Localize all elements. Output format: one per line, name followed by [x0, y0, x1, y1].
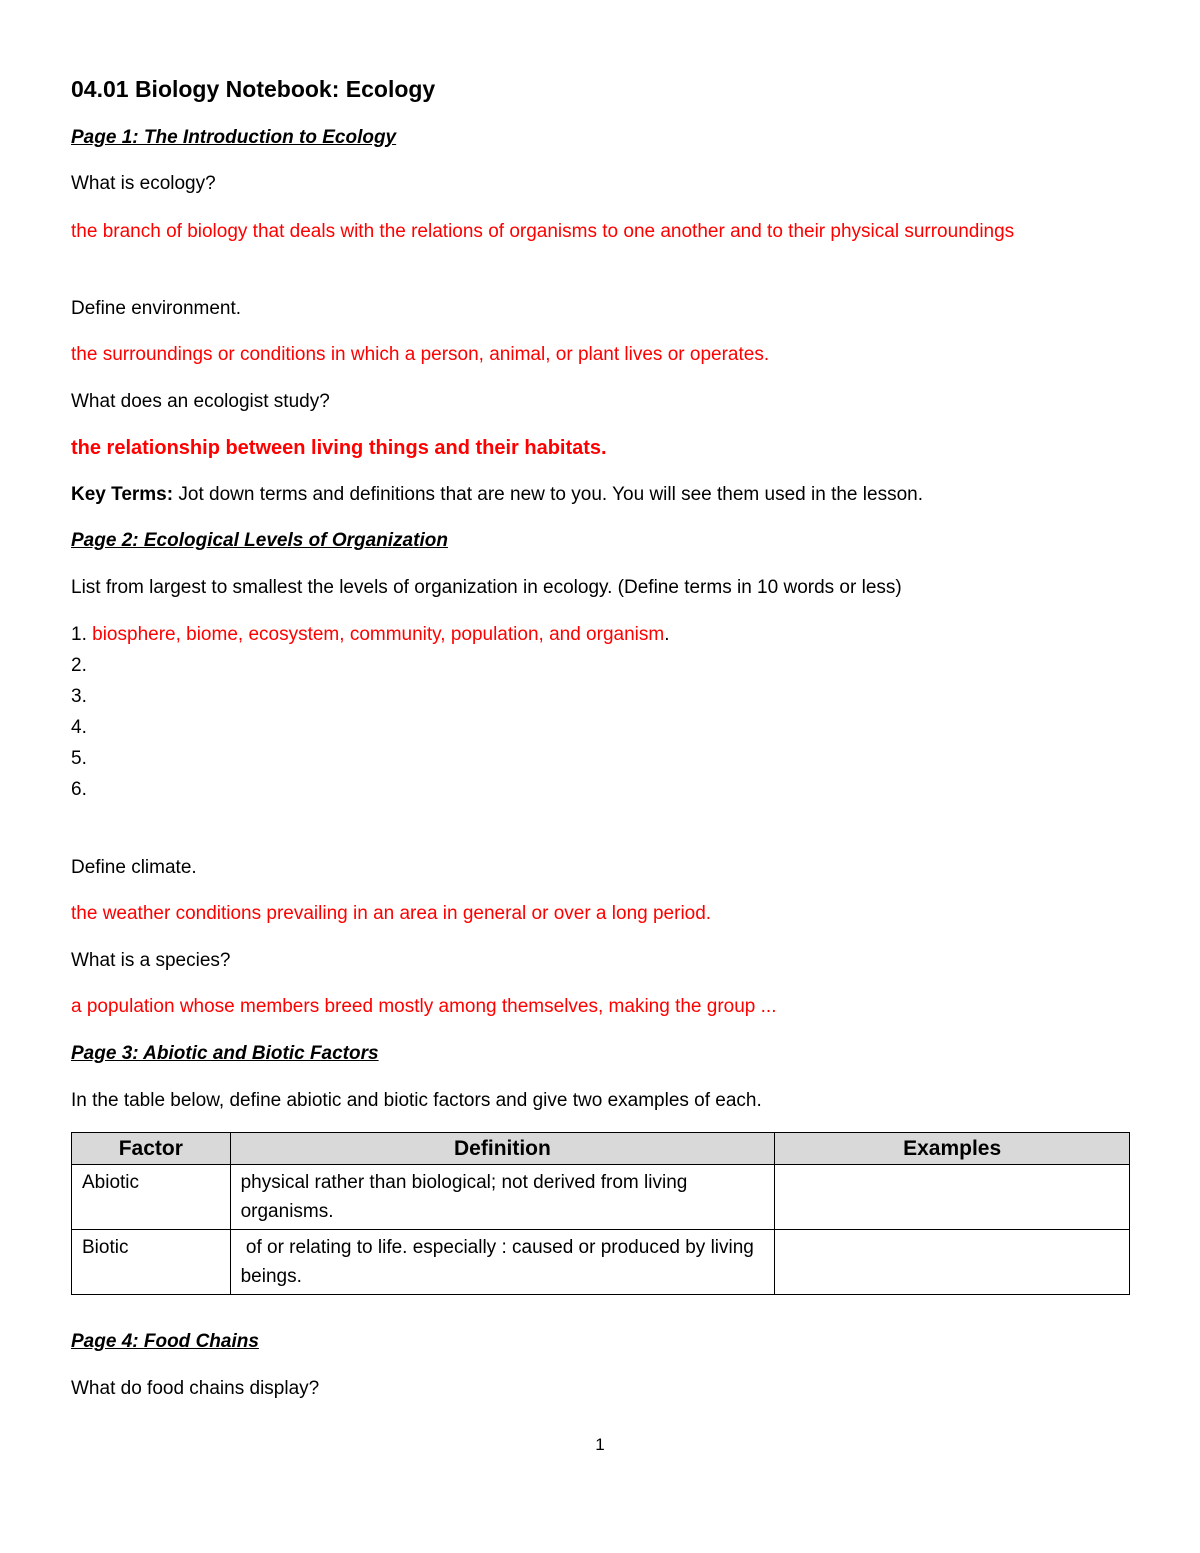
question-define-environment: Define environment. — [71, 298, 242, 319]
answer-ecology: the branch of biology that deals with the relations of organisms to one another and to their physical surroundings — [71, 221, 1015, 242]
list-number: 4. — [71, 717, 87, 738]
table-row — [72, 1165, 1130, 1230]
table-header-row — [72, 1133, 1130, 1165]
question-ecologist-study: What does an ecologist study? — [71, 391, 330, 412]
answer-environment: the surroundings or conditions in which a person, animal, or plant lives or operates. — [71, 344, 770, 365]
cell-definition: of or relating to life. especially : caused or produced by living beings. — [230, 1230, 775, 1295]
list-number: 1. — [71, 624, 87, 645]
list-item — [71, 747, 87, 771]
cell-examples[interactable] — [775, 1165, 1130, 1230]
list-end: . — [664, 624, 670, 645]
key-terms-text: Jot down terms and definitions that are new to you. You will see them used in the lesson. — [173, 484, 923, 505]
list-number: 3. — [71, 686, 87, 707]
key-terms-label: Key Terms: — [71, 484, 174, 505]
section-heading-page3: Page 3: Abiotic and Biotic Factors — [71, 1043, 379, 1064]
factors-prompt: In the table below, define abiotic and biotic factors and give two examples of each. — [71, 1090, 762, 1111]
factors-table — [71, 1132, 1130, 1295]
list-item — [71, 685, 87, 709]
header-factor: Factor — [72, 1133, 231, 1165]
cell-factor: Abiotic — [72, 1165, 231, 1230]
section-heading-page2: Page 2: Ecological Levels of Organization — [71, 530, 448, 551]
answer-climate: the weather conditions prevailing in an area in general or over a long period. — [71, 903, 712, 924]
list-item — [71, 623, 669, 647]
list-item — [71, 654, 87, 678]
question-what-is-species: What is a species? — [71, 950, 231, 971]
question-food-chains: What do food chains display? — [71, 1378, 320, 1399]
list-number: 2. — [71, 655, 87, 676]
list-item — [71, 716, 87, 740]
cell-examples[interactable] — [775, 1230, 1130, 1295]
header-examples: Examples — [775, 1133, 1130, 1165]
page-number: 1 — [595, 1435, 605, 1454]
section-heading-page4: Page 4: Food Chains — [71, 1331, 259, 1352]
cell-definition: physical rather than biological; not derived from living organisms. — [230, 1165, 775, 1230]
key-terms-line — [71, 483, 923, 507]
answer-ecologist: the relationship between living things and their habitats. — [71, 437, 607, 459]
cell-factor: Biotic — [72, 1230, 231, 1295]
list-item — [71, 778, 87, 802]
section-heading-page1: Page 1: The Introduction to Ecology — [71, 127, 397, 148]
document-page — [71, 0, 1131, 1553]
table-row — [72, 1230, 1130, 1295]
answer-species: a population whose members breed mostly among themselves, making the group ... — [71, 996, 777, 1017]
question-define-climate: Define climate. — [71, 857, 197, 878]
list-answer: biosphere, biome, ecosystem, community, population, and organism — [92, 624, 665, 645]
header-definition: Definition — [230, 1133, 775, 1165]
document-title: 04.01 Biology Notebook: Ecology — [71, 76, 436, 102]
list-number: 5. — [71, 748, 87, 769]
levels-prompt: List from largest to smallest the levels of organization in ecology. (Define terms in 10 words or less) — [71, 577, 902, 598]
list-number: 6. — [71, 779, 87, 800]
question-what-is-ecology: What is ecology? — [71, 173, 216, 194]
